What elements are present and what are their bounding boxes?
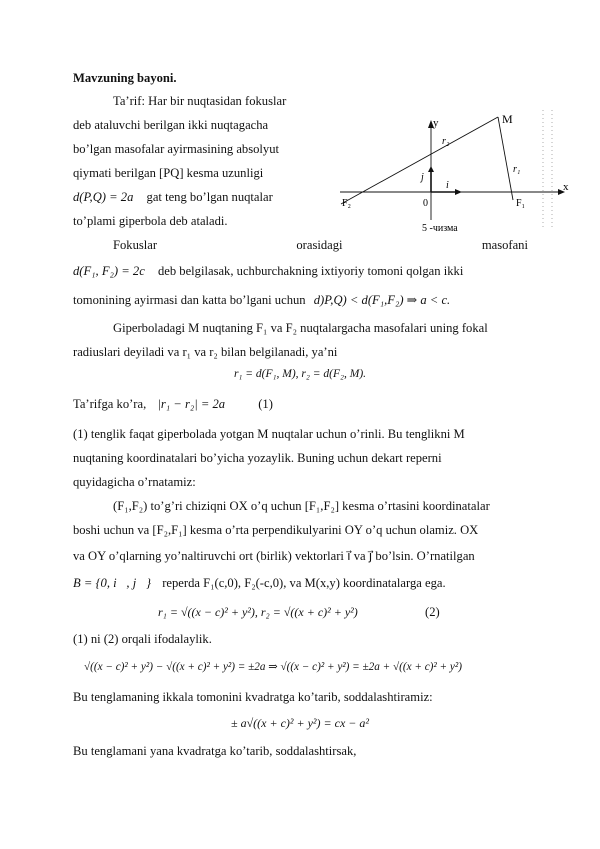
hyperbola-figure xyxy=(330,108,570,238)
eq1-prefix: Ta’rifga ko’ra, xyxy=(73,397,147,411)
j-vector-label: j xyxy=(421,172,424,183)
foci-line-3-text: tomonining ayirmasi dan katta bo’lgani uchun xyxy=(73,293,306,307)
para2-line-2: boshi uchun va [F₂,F₁] kesma o’rta perpendikulyarini OY o’q uchun olamiz. OX xyxy=(73,523,479,537)
definition-line-1: Ta’rif: Har bir nuqtasidan fokuslar xyxy=(113,94,287,108)
definition-line-4: qiymati berilgan [PQ] kesma uzunligi xyxy=(73,166,264,180)
formula-radii: r₁ = d(F₁, M), r₂ = d(F₂, M). xyxy=(233,368,367,380)
formula-a-less-c: d)P,Q) < d(F₁,F₂) ⇒ a < c. xyxy=(313,293,451,307)
r2-label: r₂ xyxy=(442,136,450,147)
f1-label: F₁ xyxy=(516,198,526,209)
para2-line-3: va OY o’qlarning yo’naltiruvchi ort (birlik) vektorlari i⃗ va j⃗ bo’lsin. O’rnatilgan xyxy=(73,549,475,563)
basis-text: reperda F₁(c,0), F₂(-c,0), va M(x,y) koordinatalarga ega. xyxy=(162,576,446,590)
radii-line-2: radiuslari deyiladi va r₁ va r₂ bilan belgilanadi, ya’ni xyxy=(73,345,338,359)
foci-line-3 xyxy=(73,292,450,308)
foci-line-2-text: deb belgilasak, uchburchakning ixtiyoriy tomoni qolgan ikki xyxy=(157,264,464,278)
para2-line-4 xyxy=(73,576,446,591)
r1-segment xyxy=(498,117,513,200)
eq1-number: (1) xyxy=(258,397,273,411)
foci-word-1: Fokuslar xyxy=(113,238,158,252)
para2-line-1: (F₁,F₂) to’g’ri chiziqni OX o’q uchun [F₁,F₂] kesma o’rtasini koordinatalar xyxy=(113,499,490,513)
para4-text: Bu tenglamaning ikkala tomonini kvadratga ko’tarib, soddalashtiramiz: xyxy=(73,690,433,704)
eq4-formula: ± a√((x + c)² + y²) = cx − a² xyxy=(231,716,369,730)
eq1-line xyxy=(73,397,273,412)
j-vector-arrow xyxy=(428,166,434,172)
definition-line-6: to’plami giperbola deb ataladi. xyxy=(73,214,228,228)
foci-word-3: masofani xyxy=(481,238,528,252)
radii-line-1: Giperboladagi M nuqtaning F₁ va F₂ nuqtalargacha masofalari uning fokal xyxy=(113,321,488,335)
point-m-label: M xyxy=(502,112,513,126)
definition-line-5-text: gat teng bo’lgan nuqtalar xyxy=(146,190,273,204)
para1-line-2: nuqtaning koordinatalari bo’yicha yozaylik. Buning uchun dekart reperni xyxy=(73,451,442,465)
axis-x-label: x xyxy=(563,181,569,193)
i-vector-arrow xyxy=(455,189,462,195)
eq2-number: (2) xyxy=(425,605,440,619)
para1-line-3: quyidagicha o’rnatamiz: xyxy=(73,475,196,489)
r2-segment xyxy=(341,117,498,204)
definition-line-3: bo’lgan masofalar ayirmasining absolyut xyxy=(73,142,279,156)
f2-label: F₂ xyxy=(342,198,352,209)
definition-line-2: deb ataluvchi berilgan ikki nuqtagacha xyxy=(73,118,269,132)
section-heading: Mavzuning bayoni. xyxy=(73,71,177,85)
axis-y-label: y xyxy=(433,117,439,129)
definition-line-5 xyxy=(73,190,323,205)
foci-word-2: orasidagi xyxy=(296,238,343,252)
para1-line-1: (1) tenglik faqat giperbolada yotgan M nuqtalar uchun o’rinli. Bu tenglikni M xyxy=(73,427,465,441)
formula-d-pq: d(P,Q) = 2a xyxy=(73,190,134,204)
figure-caption: 5 -чизма xyxy=(422,223,458,234)
eq2-formula: r₁ = √((x − c)² + y²), r₂ = √((x + c)² + y²) xyxy=(158,605,358,619)
foci-line-2 xyxy=(73,264,463,279)
basis-formula: B = {0, i⃗, j⃗} xyxy=(73,576,152,590)
eq3-formula: √((x − c)² + y²) − √((x + c)² + y²) = ±2a ⇒ √((x − c)² + y²) = ±2a + √((x + c)² + y²) xyxy=(84,661,462,673)
eq1-formula: |r₁ − r₂| = 2a xyxy=(157,397,226,411)
foci-line-1 xyxy=(113,238,528,253)
origin-label: 0 xyxy=(423,198,428,209)
para3-text: (1) ni (2) orqali ifodalaylik. xyxy=(73,632,212,646)
r1-label: r₁ xyxy=(513,164,521,175)
i-vector-label: i xyxy=(446,180,449,191)
para5-text: Bu tenglamani yana kvadratga ko’tarib, soddalashtirsak, xyxy=(73,744,357,758)
formula-d-f1f2: d(F₁, F₂) = 2c xyxy=(73,264,145,278)
